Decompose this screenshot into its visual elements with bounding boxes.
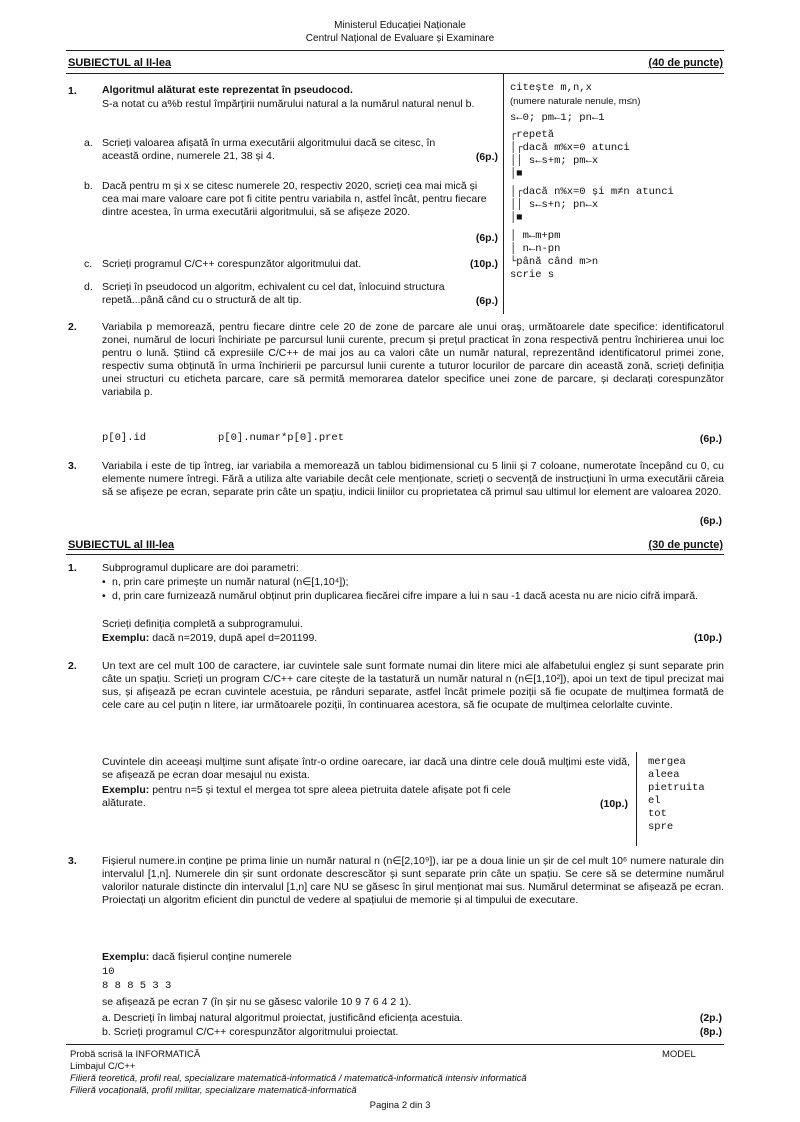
- s2-q3-text: Variabila i este de tip întreg, iar variabila a memorează un tablou bidimensional cu 5 linii și 7 coloane, numerotate începând cu 0, cu elemente numere întregi. Fără a utiliza alte variabile decât cele menționate, scrieți o secvență de instrucțiuni în urma executării căreia să se afișeze pe ecran, separate prin câte un spațiu, indicii liniilor cu proprietatea că primul sau ultimul lor element are valoarea 2020.: [102, 460, 724, 498]
- section-2-title: SUBIECTUL al II-lea: [68, 57, 172, 69]
- output-line: pietruita: [648, 782, 705, 794]
- s3-q1-task: Scrieți definiția completă a subprogramului.: [102, 618, 303, 630]
- ministry-title: Ministerul Educației Naționale: [334, 20, 466, 31]
- s2-q1d-label: d.: [84, 281, 93, 293]
- code-line: │■: [510, 168, 523, 180]
- s2-q1d-points: (6p.): [475, 295, 498, 307]
- s2-q1b-label: b.: [84, 180, 93, 192]
- s2-q1c-points: (10p.): [469, 258, 498, 270]
- s3-q1-bullet-2: • d, prin care furnizează numărul obținut prin duplicarea fiecărei cifre impare a lui n sau -1 dacă acesta nu are nicio cifră impară.: [112, 590, 722, 603]
- code-line: ┌repetă: [510, 129, 555, 141]
- s3-q1-example: [102, 632, 642, 645]
- s2-q2-points: (6p.): [699, 433, 722, 445]
- s2-q1-intro-2: S-a notat cu a%b restul împărțirii numărului natural a la numărul natural nenul b.: [102, 98, 475, 110]
- section-3-divider: [66, 554, 724, 555]
- example-text: pentru n=5 și textul el mergea tot spre aleea pietruita datele afișate pot fi cele alăturate.: [102, 784, 511, 809]
- s2-q2-expression-2: p[0].numar*p[0].pret: [218, 432, 345, 444]
- s3-q1-bullet-1: • n, prin care primește un număr natural (n∈[1,10⁴]);: [112, 576, 712, 589]
- section-3-points: (30 de puncte): [648, 539, 723, 551]
- s2-q1b-points: (6p.): [475, 232, 498, 244]
- s3-q1-number: 1.: [68, 562, 77, 574]
- code-line: ││ s←s+m; pm←x: [510, 155, 599, 167]
- s2-q3-points: (6p.): [699, 515, 722, 527]
- output-line: aleea: [648, 769, 680, 781]
- pseudocode-block: [510, 82, 725, 282]
- footer-track-2: Filieră vocațională, profil militar, specializare matematică-informatică: [70, 1085, 357, 1096]
- output-line: el: [648, 795, 661, 807]
- output-line: mergea: [648, 756, 686, 768]
- s3-q3a-text: a. Descrieți în limbaj natural algoritmul proiectat, justificând eficiența acestuia.: [102, 1012, 463, 1024]
- s3-q2-example: [102, 784, 542, 810]
- s3-q3a-points: (2p.): [699, 1012, 722, 1024]
- s3-q3-file-line-1: 10: [102, 966, 115, 978]
- code-line: │■: [510, 212, 523, 224]
- s2-q1-intro: Algoritmul alăturat este reprezentat în pseudocod.: [102, 84, 353, 96]
- code-line: └până când m>n: [510, 256, 599, 268]
- s3-q2-output: [648, 756, 705, 834]
- footer-language: Limbajul C/C++: [70, 1061, 136, 1072]
- s3-q2-text-2: Cuvintele din aceeași mulțime sunt afișate într-o ordine oarecare, iar dacă una dintre cele două mulțimi este vidă, se afișează pe ecran doar mesajul nu exista.: [102, 756, 630, 781]
- s2-q1a-text: Scrieți valoarea afișată în urma executării algoritmului dacă se citesc, în această ordine, numerele 21, 38 și 4.: [102, 137, 436, 162]
- code-line: (numere naturale nenule, m≤n): [510, 96, 641, 107]
- section-3-title: SUBIECTUL al III-lea: [68, 539, 175, 551]
- code-line: │┌dacă n%x=0 și m≠n atunci: [510, 186, 674, 198]
- code-line: │┌dacă m%x=0 atunci: [510, 142, 630, 154]
- code-line: citește m,n,x: [510, 82, 592, 94]
- section-2-divider: [66, 73, 724, 74]
- s3-q2-text: Un text are cel mult 100 de caractere, iar cuvintele sale sunt formate numai din litere mici ale alfabetului englez și sunt separate prin câte un spațiu. Scrieți un program C/C++ care citește de la tastatură un număr natural n (n∈[1,10²]), apoi un text de tipul precizat mai sus, și afișează pe ecran cuvintele acestuia, pe rânduri separate, astfel încât primele poziții să fie ocupate de mulțimea formată de cele care au cel puțin n litere, iar următoarele poziții, în continuarea acestora, să fie ocupate de mulțimea celorlalte cuvinte.: [102, 660, 724, 711]
- s3-q3-file-line-2: 8 8 8 5 3 3: [102, 980, 172, 992]
- s3-q2-points: (10p.): [599, 798, 628, 810]
- s2-q1-number: 1.: [68, 85, 77, 97]
- example-label: Exemplu:: [102, 784, 150, 796]
- s2-q1b-text: Dacă pentru m și x se citesc numerele 20, respectiv 2020, scrieți cea mai mică și cea mai mare valoare care pot fi citite pentru variabila n, astfel încât, pentru fiecare dintre acestea, în urma executării algoritmului, să se afișeze 2020.: [102, 180, 487, 218]
- s2-q2-text: Variabila p memorează, pentru fiecare dintre cele 20 de zone de parcare ale unui oraș, următoarele date specifice: identificatorul zonei, numărul de locuri închiriate pe parcursul lunii curente, precum și prețul practicat în zona respectivă pentru închirierea unui loc pentru o lună. Știind că expresiile C/C++ de mai jos au ca valori câte un număr natural, reprezentând identificatorul primei zone, respectiv suma obținută în urma închirierii pe parcursul lunii curente a tuturor locurilor de parcare din această zonă, scrieți definiția unei structuri cu eticheta parcare, care să permită memorarea datelor specifice unei zone de parcare, și declarați corespunzător variabila p.: [102, 321, 724, 398]
- code-line: s←0; pm←1; pn←1: [510, 112, 605, 124]
- s3-q3b-points: (8p.): [699, 1026, 722, 1038]
- code-column-divider: [503, 74, 504, 314]
- s3-q1-points: (10p.): [693, 632, 722, 644]
- s2-q3-number: 3.: [68, 460, 77, 472]
- footer-exam: Probă scrisă la INFORMATICĂ: [70, 1049, 201, 1060]
- example-text: dacă n=2019, după apel d=201199.: [152, 632, 318, 644]
- s2-q1a-label: a.: [84, 137, 93, 149]
- s3-q3-text: Fișierul numere.in conține pe prima linie un număr natural n (n∈[2,10⁹]), iar pe a doua linie un șir de cel mult 10⁶ numere naturale din intervalul [1,n]. Numerele din șir sunt ordonate descrescător și sunt separate prin câte un spațiu. Se cere să se determine numărul valorilor naturale distincte din intervalul [1,n] care NU se găsesc în șirul menționat mai sus. Numărul determinat se afișează pe ecran. Proiectați un algoritm eficient din punctul de vedere al spațiului de memorie și al timpului de executare.: [102, 855, 724, 906]
- example-label: Exemplu:: [102, 632, 150, 644]
- code-line: ││ s←s+n; pn←x: [510, 199, 599, 211]
- example-text: dacă fișierul conține numerele: [152, 951, 292, 963]
- section-2-heading: [68, 56, 723, 70]
- section-3-heading: [68, 538, 723, 552]
- s3-q3-number: 3.: [68, 855, 77, 867]
- output-column-divider: [636, 752, 637, 846]
- center-title: Centrul Național de Evaluare și Examinare: [305, 33, 495, 44]
- s2-q1c-text: Scrieți programul C/C++ corespunzător algoritmului dat.: [102, 258, 362, 270]
- footer-track-1: Filieră teoretică, profil real, specializare matematică-informatică / matematică-informatică intensiv informatică: [70, 1073, 527, 1084]
- s2-q2-number: 2.: [68, 321, 77, 333]
- code-line: │ m←m+pm: [510, 230, 561, 242]
- s2-q2-expression-1: p[0].id: [102, 432, 147, 444]
- footer-model: MODEL: [662, 1049, 696, 1060]
- s3-q1-intro: Subprogramul duplicare are doi parametri:: [102, 562, 299, 574]
- code-line: scrie s: [510, 269, 555, 281]
- s3-q3-result: se afișează pe ecran 7 (în șir nu se găsesc valorile 10 9 7 6 4 2 1).: [102, 996, 412, 1008]
- s3-q3b-text: b. Scrieți programul C/C++ corespunzător algoritmului proiectat.: [102, 1026, 399, 1038]
- header-divider: [66, 50, 724, 51]
- s2-q1c-label: c.: [84, 258, 93, 270]
- footer-divider: [66, 1044, 724, 1045]
- example-label: Exemplu:: [102, 951, 150, 963]
- footer-page-number: Pagina 2 din 3: [369, 1100, 431, 1111]
- s3-q2-number: 2.: [68, 660, 77, 672]
- output-line: tot: [648, 808, 667, 820]
- code-line: │ n←n-pn: [510, 243, 561, 255]
- output-line: spre: [648, 821, 674, 833]
- section-2-points: (40 de puncte): [648, 57, 723, 69]
- s3-q3-example: [102, 951, 602, 964]
- s2-q1a-points: (6p.): [475, 151, 498, 163]
- s2-q1d-text: Scrieți în pseudocod un algoritm, echivalent cu cel dat, înlocuind structura repetă...până când cu o structură de alt tip.: [102, 281, 445, 306]
